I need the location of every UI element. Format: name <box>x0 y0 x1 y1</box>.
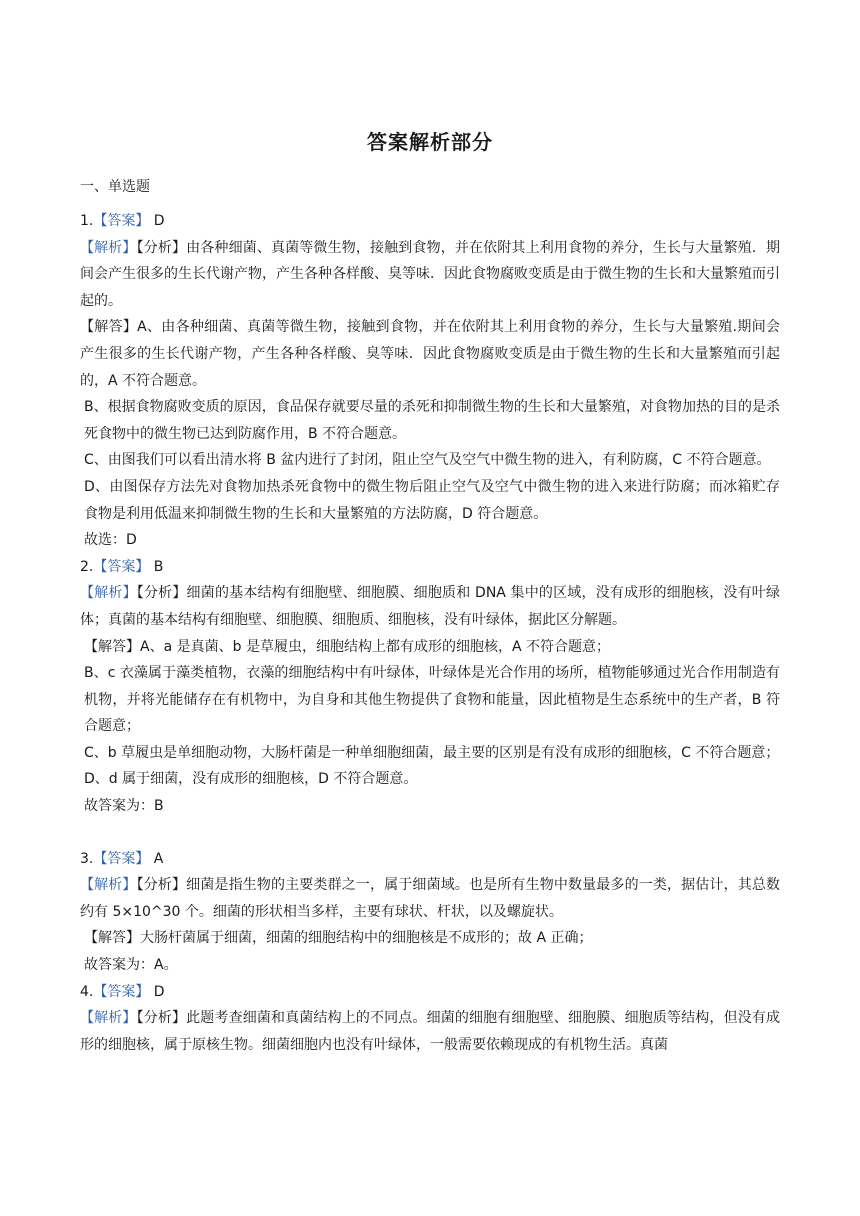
q1-conclusion: 故选：D <box>84 532 137 549</box>
q1-number: 1. <box>80 213 94 229</box>
answer-body <box>80 208 780 1058</box>
q1-fenxi: 【分析】由各种细菌、真菌等微生物，接触到食物，并在依附其上利用食物的养分，生长与大量繁殖．期间会产生很多的生长代谢产物，产生各种各样酸、臭等味．因此食物腐败变质是由于微生物的生长和大量繁殖而引起的。 <box>80 239 781 309</box>
q2-answer-line <box>80 554 780 581</box>
q1-answer-tag: 【答案】 <box>93 213 150 229</box>
spacer <box>80 820 780 846</box>
q1-analysis-tag: 【解析】 <box>80 239 137 256</box>
q3-answer-tag: 【答案】 <box>93 850 150 867</box>
q3-analysis-tag: 【解析】 <box>80 877 137 894</box>
q1-option-d: D、由图保存方法先对食物加热杀死食物中的微生物后阻止空气及空气中微生物的进入来进行防腐；而冰箱贮存食物是利用低温来抑制微生物的生长和大量繁殖的方法防腐，D 符合题意。 <box>84 478 780 522</box>
q4-answer-line <box>80 979 780 1006</box>
q4-number: 4. <box>80 983 94 1000</box>
q3-analysis <box>80 872 780 925</box>
q2-answer: B <box>149 558 164 575</box>
q1-answer: D <box>149 213 165 229</box>
q3-answer-line <box>80 846 780 873</box>
q3-number: 3. <box>80 850 94 867</box>
q3-fenxi: 【分析】细菌是指生物的主要类群之一，属于细菌域。也是所有生物中数量最多的一类，据估计，其总数约有 5×10^30 个。细菌的形状相当多样，主要有球状、杆状，以及螺旋状。 <box>80 877 781 920</box>
q2-conclusion: 故答案为：B <box>84 798 164 815</box>
page-title: 答案解析部分 <box>367 130 493 154</box>
q2-number: 2. <box>80 558 94 575</box>
q2-answer-tag: 【答案】 <box>93 558 150 575</box>
q4-answer: D <box>149 983 165 1000</box>
q1-option-c: C、由图我们可以看出清水将 B 盆内进行了封闭，阻止空气及空气中微生物的进入，有利防腐，C 不符合题意。 <box>84 452 771 469</box>
q1-jieda: 【解答】A、由各种细菌、真菌等微生物，接触到食物，并在依附其上利用食物的养分，生长与大量繁殖.期间会产生很多的生长代谢产物，产生各种各样酸、臭等味．因此食物腐败变质是由于微生物的生长和大量繁殖而引起的，A 不符合题意。 <box>80 319 780 389</box>
q4-fenxi: 【分析】此题考查细菌和真菌结构上的不同点。细菌的细胞有细胞壁、细胞膜、细胞质等结构，但没有成形的细胞核，属于原核生物。细菌细胞内也没有叶绿体，一般需要依赖现成的有机物生活。真菌 <box>80 1010 781 1053</box>
q4-analysis <box>80 1005 780 1058</box>
q3-answer: A <box>149 850 164 867</box>
q3-jieda: 【解答】大肠杆菌属于细菌，细菌的细胞结构中的细胞核是不成形的；故 A 正确； <box>84 930 593 947</box>
q2-fenxi: 【分析】细菌的基本结构有细胞壁、细胞膜、细胞质和 DNA 集中的区域，没有成形的细胞核，没有叶绿体；真菌的基本结构有细胞壁、细胞膜、细胞质、细胞核，没有叶绿体，据此区分解题。 <box>80 585 781 628</box>
q2-option-c: C、b 草履虫是单细胞动物，大肠杆菌是一种单细胞细菌，最主要的区别是有没有成形的细胞核，C 不符合题意； <box>84 744 780 761</box>
q2-option-d: D、d 属于细菌，没有成形的细胞核，D 不符合题意。 <box>84 771 418 788</box>
q4-analysis-tag: 【解析】 <box>80 1010 137 1027</box>
section-heading: 一、单选题 <box>80 179 150 195</box>
q4-answer-tag: 【答案】 <box>93 983 150 1000</box>
q3-conclusion: 故答案为：A。 <box>84 957 178 974</box>
q1-answer-line <box>80 208 780 235</box>
q2-analysis <box>80 580 780 633</box>
q1-option-b: B、根据食物腐败变质的原因，食品保存就要尽量的杀死和抑制微生物的生长和大量繁殖，对食物加热的目的是杀死食物中的微生物已达到防腐作用，B 不符合题意。 <box>84 399 780 442</box>
q2-analysis-tag: 【解析】 <box>80 585 137 602</box>
q2-option-b: B、c 衣藻属于藻类植物，衣藻的细胞结构中有叶绿体，叶绿体是光合作用的场所，植物能够通过光合作用制造有机物，并将光能储存在有机物中，为自身和其他生物提供了食物和能量，因此植物是生态系统中的生产者，B 符合题意； <box>84 665 780 735</box>
q1-analysis <box>80 235 780 315</box>
q2-jieda: 【解答】A、a 是真菌、b 是草履虫，细胞结构上都有成形的细胞核，A 不符合题意； <box>84 638 610 655</box>
